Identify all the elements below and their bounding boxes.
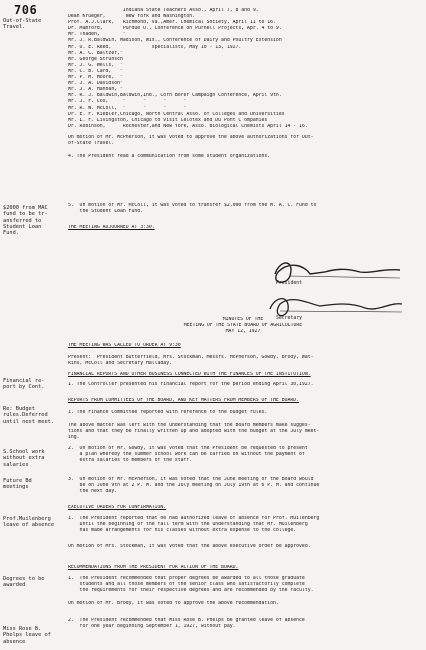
item-4-text: 4. The President read a communication from some student organizations. <box>68 154 271 159</box>
reports-paragraph-line: ing. <box>68 435 80 441</box>
called-to-order-text: THE MEETING WAS CALLED TO ORDER AT 9:30 <box>68 343 181 348</box>
recommendations-heading-text: RECOMMENDATIONS FROM THE PRESIDENT FOR ACTION OF THE BOARD. <box>68 565 239 570</box>
financial-heading-text: FINANCIAL REPORTS AND OTHER BUSINESS CONNECTED WITH THE FINANCES OF THE INSTITUTION. <box>68 372 311 377</box>
recommendations-item-1-line: the requirements for their respective degrees and are recommended by the faculty. <box>68 588 314 594</box>
travel-list <box>68 8 418 130</box>
executive-item-1-line: has made arrangements for his classes without extra expense to the college. <box>68 528 297 534</box>
reports-item-3-line: be on June 9th at 2 P. M. and the July meeting on July 19th at 6 P. M. and continue <box>68 483 320 489</box>
recommendations-item-2-line: for one year beginning September 1, 1927, without pay. <box>68 624 236 630</box>
financial-item-1 <box>68 382 418 388</box>
margin-note-financial-report: Financial re- port by Cont. <box>3 378 45 391</box>
financial-item-1-text: 1. The Controller presented his financial report for the period ending April 30,1927. <box>68 382 314 387</box>
travel-line: Dean Krueger, New York and Washington. <box>68 14 196 20</box>
travel-line: Mr. R. W. McColl, " " " " <box>68 105 187 111</box>
item-5-line: 5. On motion of Mr. McColl, it was voted to transfer $2,000 from the M. A. C. Fund to <box>68 203 317 208</box>
margin-note-muilenberg: Prof.Muilenberg leave of absence <box>3 516 55 529</box>
margin-note-degrees: Degrees to be awarded <box>3 576 45 589</box>
travel-line: Mr. C. B. Card, " <box>68 68 123 74</box>
executive-heading <box>68 505 418 511</box>
travel-line: Mr. J. R.Baldwin, Madison, Wis., Conference of Dairy and Poultry Extension <box>68 38 282 44</box>
item-5 <box>68 203 418 215</box>
recommendations-motion-text: On motion of Mr. Brody, it was voted to approve the above recommendation. <box>68 601 279 606</box>
item-4 <box>68 154 418 160</box>
adjourned-line <box>68 225 418 231</box>
travel-line: Mr. J. G. Wells, " <box>68 62 123 68</box>
travel-line: Dr. Mumford, Purdue U., Conference on Purnell Projects, Apr. 4 to 9. <box>68 26 282 32</box>
executive-heading-text: EXECUTIVE ORDERS FOR CONFIRMATION. <box>68 505 167 510</box>
travel-line: Mr. A. C. Baltzer," <box>68 50 123 56</box>
present-line: Present: President Butterfield, Mrs. Stockman, Messrs. McPherson, Gowdy, Brody, Wat- <box>68 355 314 360</box>
reports-heading-text: REPORTS FROM COMMITTEES OF THE BOARD, AND KEY MATTERS FROM MEMBERS OF THE BOARD. <box>68 398 300 403</box>
margin-note-transfer: $2000 from MAC fund to be tr- ansferred to Student Loan Fund. <box>3 205 48 237</box>
present-line: kins, McColl and Secretary Halladay. <box>68 361 172 367</box>
out-of-state-motion-line: On motion of Mr. McPherson, it was voted to approve the above authorizations for Out- <box>68 135 314 140</box>
travel-line: Dr. Robinson, Rochester,and New York, Asso. Biological Chemists April 14 - 16. <box>68 123 308 129</box>
travel-line: Mr. O. E. Reed, specialists, May 10 - 13, 1927. <box>68 44 242 50</box>
travel-line: Mr. R. J. Baldwin,Baldwin,Ind., Corn Borer Campaign Conference, April 9th. <box>68 93 282 99</box>
travel-line: Prof. A.J.Clark, Richmond, Va.,Amer. Chemical Society, April 11 to 16. <box>68 20 276 26</box>
travel-line: Mr. Thaden, " <box>68 32 126 38</box>
reports-paragraph <box>68 423 418 441</box>
executive-item-1-line: until the beginning of the fall term with the understanding that Mr. Muilenberg <box>68 522 308 528</box>
minutes-header <box>68 317 418 335</box>
minutes-header-line: MEETING OF THE STATE BOARD OF AGRICULTURE <box>183 323 303 329</box>
reports-item-3 <box>68 477 418 495</box>
minutes-header-line: MAY 12, 1927 <box>225 329 261 335</box>
executive-item-1 <box>68 516 418 534</box>
reports-item-1-text: 1. The Finance Committee reported with reference to the budget rules. <box>68 410 268 415</box>
executive-item-1-line: 1. The President reported that he had authorized leave of absence for Prof. Muilenberg <box>68 516 320 521</box>
reports-heading <box>68 398 418 404</box>
travel-line: Mr. George Struhsch <box>68 56 123 62</box>
margin-note-phelps: Miss Rose B. Phelps leave of absence <box>3 626 51 645</box>
margin-note-future-bd: Future Bd meetings <box>3 478 32 491</box>
recommendations-item-2-line: 2. The President recommended that Miss Rose B. Phelps be granted leave of absence <box>68 618 305 623</box>
called-to-order <box>68 343 418 349</box>
travel-line: Mr. P. M. Moore, " <box>68 75 123 81</box>
recommendations-motion <box>68 601 418 607</box>
recommendations-item-1 <box>68 576 418 594</box>
reports-item-3-line: the next day. <box>68 489 118 495</box>
recommendations-item-2 <box>68 618 418 630</box>
recommendations-item-1-line: students and all those members of the senior class who satisfactorily complete <box>68 582 305 588</box>
executive-motion-text: On motion of Mrs. Stockman, it was voted that the above executive order be approved. <box>68 544 311 549</box>
travel-line: Mr. J. A. Davidson" <box>68 81 123 87</box>
out-of-state-motion <box>68 135 418 147</box>
margin-note-out-of-state: Out-of-State Travel. <box>3 18 42 31</box>
secretary-label: Secretary <box>276 316 302 321</box>
adjourned-text: THE MEETING ADJOURNED AT 3:30. <box>68 225 155 230</box>
financial-heading <box>68 372 418 378</box>
page-number: 706 <box>14 3 38 17</box>
reports-item-2-line: 2. On motion of Mr. Gowdy, it was voted that the President be requested to present <box>68 446 308 451</box>
reports-item-2-line: extra salaries to members of the staff. <box>68 458 193 464</box>
travel-line: Mr. J. F. Cox, " " " " <box>68 99 187 105</box>
president-label: President <box>276 281 302 286</box>
travel-line: Indiana State Teachers Asso., April 7, 8 and 9. <box>68 8 259 13</box>
margin-note-budget: Re: Budget rules.Deferred until next meet. <box>3 406 55 425</box>
reports-item-1 <box>68 410 418 416</box>
out-of-state-motion-line: of-State Travel. <box>68 141 115 147</box>
reports-item-2 <box>68 446 418 464</box>
margin-note-school-work: S.School work without extra salaries <box>3 449 45 468</box>
item-5-line: the Student Loan Fund. <box>68 209 144 215</box>
executive-motion <box>68 544 418 550</box>
travel-line: Mr. L. F. Livingston, Chicago to visit Celotex and Du Pont C ompanies <box>68 117 268 123</box>
reports-item-3-line: 3. On motion of Mr. McPherson, it was voted that the June meeting of the Board would <box>68 477 314 482</box>
present-paragraph <box>68 355 418 367</box>
travel-line: Dr. E. F. Kiebler,Chicago, North Central Asso. of Colleges and Universities <box>68 111 285 117</box>
recommendations-item-1-line: 1. The President recommended that proper degrees be awarded to all those graduate <box>68 576 305 581</box>
travel-line: Mr. J. A. Hannah, " <box>68 87 123 93</box>
reports-item-2-line: a plan whereby the summer school work can be carried on without the payment of <box>68 452 305 458</box>
reports-paragraph-line: tions and that they be finally written up and adopted with the budget at the July meet- <box>68 429 320 435</box>
reports-paragraph-line: The above matter was left with the understanding that the Board members make sugges- <box>68 423 311 428</box>
recommendations-heading <box>68 565 418 571</box>
minutes-header-line: MINUTES OF THE <box>222 317 264 322</box>
